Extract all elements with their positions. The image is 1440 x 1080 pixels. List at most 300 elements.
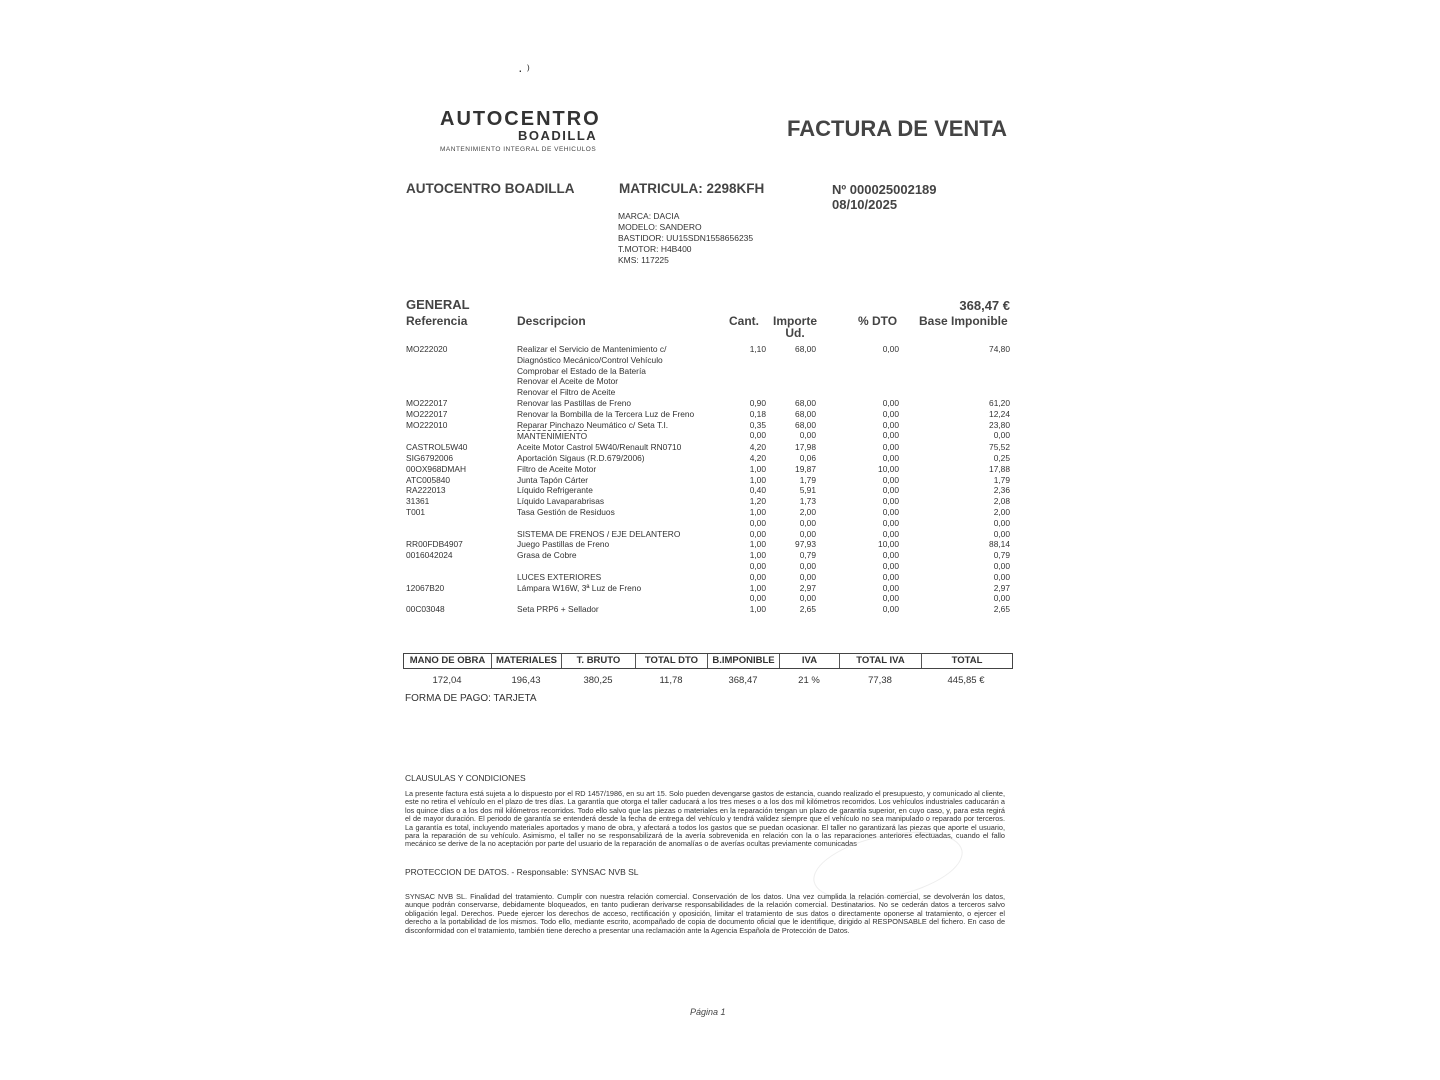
line-quantity	[729, 387, 766, 398]
line-description	[517, 604, 729, 615]
line-base-text: 1,79	[993, 474, 1010, 485]
line-unit-price	[766, 442, 816, 453]
line-quantity-text: 0,00	[749, 571, 766, 582]
line-quantity-text: 0,00	[749, 430, 766, 441]
line-unit-price	[766, 583, 816, 594]
line-unit-price-text: 97,93	[795, 539, 816, 550]
line-base-text: 12,24	[989, 408, 1010, 419]
line-discount	[816, 387, 899, 398]
table-row	[406, 442, 1010, 453]
line-base	[899, 561, 1010, 572]
line-discount-text: 0,00	[882, 550, 899, 561]
line-description	[517, 583, 729, 594]
line-reference	[406, 550, 517, 561]
table-row	[406, 387, 1010, 398]
totals-value: 368,47	[728, 675, 758, 686]
line-quantity-text: 1,00	[749, 582, 766, 593]
line-quantity	[729, 550, 766, 561]
table-row	[406, 572, 1010, 583]
invoice-lines-body	[406, 344, 1010, 615]
line-reference	[406, 529, 517, 540]
line-base	[899, 604, 1010, 615]
line-reference-text: RA222013	[406, 485, 446, 496]
line-unit-price	[766, 550, 816, 561]
line-discount	[816, 572, 899, 583]
line-unit-price-text: 0,00	[799, 517, 816, 528]
table-row	[406, 453, 1010, 464]
table-row	[406, 604, 1010, 615]
line-unit-price-text: 68,00	[795, 397, 816, 408]
line-quantity	[729, 376, 766, 387]
line-base	[899, 453, 1010, 464]
line-reference	[406, 376, 517, 387]
totals-header: TOTAL IVA	[840, 654, 922, 668]
line-unit-price-text: 17,98	[795, 442, 816, 453]
table-row	[406, 366, 1010, 377]
line-reference	[406, 593, 517, 604]
line-base-text: 88,14	[989, 539, 1010, 550]
vehicle-engine: T.MOTOR: H4B400	[618, 244, 692, 254]
totals-value: 445,85 €	[947, 675, 985, 686]
invoice-lines-table	[406, 344, 1010, 615]
line-reference-text: MO222020	[406, 344, 448, 354]
line-description-text: Grasa de Cobre	[517, 550, 577, 561]
line-description-text: Renovar las Pastillas de Freno	[517, 397, 632, 408]
line-reference	[406, 572, 517, 583]
line-discount	[816, 366, 899, 377]
table-row	[406, 464, 1010, 475]
line-quantity-text: 4,20	[749, 452, 766, 463]
line-discount	[816, 376, 899, 387]
line-unit-price-text: 0,00	[799, 593, 816, 604]
line-description	[517, 398, 729, 409]
line-description	[517, 561, 729, 572]
line-discount-text: 0,00	[882, 506, 899, 517]
line-description-text: Junta Tapón Cárter	[517, 474, 589, 485]
line-discount	[816, 475, 899, 486]
line-quantity-text: 0,35	[749, 419, 766, 430]
line-discount	[816, 507, 899, 518]
line-quantity	[729, 409, 766, 420]
table-row	[406, 507, 1010, 518]
line-unit-price	[766, 387, 816, 398]
line-unit-price	[766, 366, 816, 377]
line-discount	[816, 593, 899, 604]
line-discount-text: 0,00	[882, 485, 899, 496]
line-reference	[406, 387, 517, 398]
line-discount	[816, 464, 899, 475]
line-unit-price-text: 5,91	[799, 485, 816, 496]
page-number: Página 1	[690, 1007, 726, 1017]
line-discount	[816, 529, 899, 540]
line-discount	[816, 344, 899, 355]
line-reference-text: CASTROL5W40	[406, 442, 468, 453]
line-quantity-text: 0,00	[749, 593, 766, 604]
table-row	[406, 398, 1010, 409]
line-discount-text: 0,00	[882, 408, 899, 419]
line-quantity	[729, 583, 766, 594]
line-unit-price-text: 68,00	[795, 419, 816, 430]
line-unit-price	[766, 475, 816, 486]
table-row	[406, 593, 1010, 604]
line-base-text: 74,80	[989, 344, 1010, 354]
line-unit-price	[766, 420, 816, 431]
line-discount	[816, 442, 899, 453]
line-description	[517, 475, 729, 486]
line-reference-text: MO222010	[406, 419, 448, 430]
line-discount	[816, 398, 899, 409]
line-unit-price	[766, 507, 816, 518]
line-reference	[406, 561, 517, 572]
line-base	[899, 442, 1010, 453]
line-description	[517, 529, 729, 540]
line-reference-text: T001	[406, 506, 426, 517]
column-header-referencia: Referencia	[406, 314, 468, 328]
line-base-text: 0,79	[993, 550, 1010, 561]
totals-header: B.IMPONIBLE	[708, 654, 780, 668]
line-base	[899, 518, 1010, 529]
line-discount-text: 0,00	[882, 582, 899, 593]
vehicle-details	[618, 211, 753, 266]
line-base	[899, 539, 1010, 550]
line-reference	[406, 518, 517, 529]
totals-value: 21 %	[798, 675, 820, 686]
line-base	[899, 420, 1010, 431]
line-unit-price	[766, 409, 816, 420]
line-reference	[406, 604, 517, 615]
line-quantity	[729, 344, 766, 355]
line-description-text: Aceite Motor Castrol 5W40/Renault RN0710	[517, 442, 682, 453]
line-unit-price-text: 0,00	[799, 571, 816, 582]
line-description-text: LUCES EXTERIORES	[517, 571, 602, 582]
line-unit-price-text: 0,00	[799, 528, 816, 539]
line-base-text: 0,00	[993, 560, 1010, 571]
data-protection-text: SYNSAC NVB SL. Finalidad del tratamiento. Cumplir con nuestra relación comercial. Conservación de los datos. Una vez cumplida la relación comercial, se devolverán los datos, aunque podrán conservarse, debidamente bloqueados, en tanto pudieran derivarse responsabilidades de la relación comercial. Destinatarios. No se cederán datos a terceros salvo obligación legal. Derechos. Puede ejercer los derechos de acceso, rectificación y oposición, limitar el tratamiento de sus datos o directamente oponerse al tratamiento, o ejercer el derecho a la portabilidad de los mismos. Todo ello, mediante escrito, acompañado de copia de documento oficial que le identifique, dirigido al RESPONSABLE del fichero. En caso de disconformidad con el tratamiento, también tiene derecho a presentar una reclamación ante la Agencia Española de Protección de Datos.	[405, 892, 1005, 935]
line-discount	[816, 583, 899, 594]
document-title: FACTURA DE VENTA	[787, 116, 1007, 141]
totals-values-row	[403, 675, 1011, 686]
line-unit-price-text: 1,73	[799, 496, 816, 507]
line-reference	[406, 539, 517, 550]
line-discount-text: 0,00	[882, 397, 899, 408]
line-base	[899, 485, 1010, 496]
vehicle-kms: KMS: 117225	[618, 255, 669, 265]
line-base	[899, 507, 1010, 518]
line-base	[899, 550, 1010, 561]
line-discount	[816, 496, 899, 507]
line-description	[517, 344, 729, 355]
line-description-text: Líquido Refrigerante	[517, 485, 593, 496]
line-reference-text: 12067B20	[406, 582, 445, 593]
line-description	[517, 442, 729, 453]
line-description	[517, 496, 729, 507]
line-base-text: 0,00	[993, 571, 1010, 582]
line-quantity	[729, 518, 766, 529]
line-base	[899, 398, 1010, 409]
table-row	[406, 344, 1010, 355]
line-base	[899, 430, 1010, 442]
line-description-text: Realizar el Servicio de Mantenimiento c/	[517, 344, 667, 354]
line-base-text: 75,52	[989, 442, 1010, 453]
line-discount-text: 0,00	[882, 593, 899, 604]
line-quantity	[729, 442, 766, 453]
line-base	[899, 572, 1010, 583]
line-reference	[406, 355, 517, 366]
line-base	[899, 583, 1010, 594]
line-description-text: Comprobar el Estado de la Batería	[517, 365, 646, 376]
line-reference-text: ATC005840	[406, 474, 451, 485]
line-unit-price	[766, 604, 816, 615]
line-discount	[816, 409, 899, 420]
totals-value: 380,25	[583, 675, 613, 686]
line-discount	[816, 355, 899, 366]
line-unit-price	[766, 593, 816, 604]
line-quantity	[729, 453, 766, 464]
line-quantity	[729, 366, 766, 377]
line-discount	[816, 420, 899, 431]
line-unit-price-text: 1,79	[799, 474, 816, 485]
line-discount-text: 0,00	[882, 571, 899, 582]
line-quantity	[729, 475, 766, 486]
line-quantity-text: 0,00	[749, 560, 766, 571]
table-row	[406, 376, 1010, 387]
line-description	[517, 409, 729, 420]
column-header-importe	[770, 315, 820, 339]
line-description-text: Tasa Gestión de Residuos	[517, 506, 615, 517]
totals-value: 77,38	[868, 675, 892, 686]
line-quantity	[729, 398, 766, 409]
line-base-text: 61,20	[989, 397, 1010, 408]
line-unit-price-text: 68,00	[795, 344, 816, 354]
totals-header-row	[403, 653, 1013, 669]
line-base	[899, 464, 1010, 475]
line-unit-price-text: 68,00	[795, 408, 816, 419]
line-description	[517, 507, 729, 518]
table-row	[406, 550, 1010, 561]
line-quantity-text: 1,00	[749, 474, 766, 485]
line-discount-text: 0,00	[882, 442, 899, 453]
column-header-base: Base Imponible	[919, 314, 1008, 328]
table-row	[406, 475, 1010, 486]
line-quantity	[729, 539, 766, 550]
line-quantity	[729, 464, 766, 475]
line-base-text: 2,36	[993, 485, 1010, 496]
line-reference-text: SIG6792006	[406, 452, 454, 463]
line-discount-text: 0,00	[882, 528, 899, 539]
line-description-text: MANTENIMIENTO	[517, 431, 588, 442]
line-base-text: 2,08	[993, 496, 1010, 507]
line-discount	[816, 550, 899, 561]
company-name: AUTOCENTRO BOADILLA	[406, 181, 575, 196]
license-plate: MATRICULA: 2298KFH	[619, 181, 765, 196]
line-base-text: 0,00	[993, 430, 1010, 441]
line-description-text: Filtro de Aceite Motor	[517, 463, 597, 474]
totals-header: TOTAL	[951, 655, 983, 666]
line-reference-text: 00OX968DMAH	[406, 463, 467, 474]
line-unit-price-text: 0,00	[799, 560, 816, 571]
column-header-descripcion: Descripcion	[517, 314, 586, 328]
line-unit-price-text: 2,00	[799, 506, 816, 517]
table-row	[406, 518, 1010, 529]
line-description-text: Renovar el Filtro de Aceite	[517, 387, 616, 398]
line-reference-text: 00C03048	[406, 604, 445, 615]
line-quantity-text: 1,00	[749, 550, 766, 561]
line-quantity-text: 1,00	[749, 463, 766, 474]
line-quantity-text: 0,90	[749, 397, 766, 408]
line-base-text: 23,80	[989, 419, 1010, 430]
line-unit-price	[766, 453, 816, 464]
line-base-text: 2,65	[993, 604, 1010, 615]
line-unit-price	[766, 376, 816, 387]
company-logo	[440, 108, 640, 153]
line-discount	[816, 604, 899, 615]
line-reference	[406, 442, 517, 453]
line-description-text: Líquido Lavaparabrisas	[517, 496, 605, 507]
line-discount-text: 0,00	[882, 452, 899, 463]
line-base-text: 0,00	[993, 517, 1010, 528]
line-quantity-text: 0,18	[749, 408, 766, 419]
line-discount-text: 0,00	[882, 560, 899, 571]
line-discount-text: 0,00	[882, 344, 899, 354]
table-row	[406, 561, 1010, 572]
line-quantity	[729, 355, 766, 366]
line-discount-text: 0,00	[882, 604, 899, 615]
logo-tagline: MANTENIMIENTO INTEGRAL DE VEHICULOS	[440, 146, 597, 153]
line-quantity-text: 1,10	[749, 344, 766, 354]
line-reference	[406, 485, 517, 496]
line-discount	[816, 485, 899, 496]
line-discount	[816, 453, 899, 464]
section-total: 368,47 €	[959, 298, 1010, 313]
line-description-text: Seta PRP6 + Sellador	[517, 604, 599, 615]
table-row	[406, 430, 1010, 442]
totals-header: TOTAL DTO	[636, 654, 708, 668]
line-reference-text: MO222017	[406, 408, 448, 419]
column-header-cant: Cant.	[729, 314, 759, 328]
line-unit-price	[766, 464, 816, 475]
line-unit-price-text: 2,97	[799, 582, 816, 593]
line-reference	[406, 453, 517, 464]
totals-value: 172,04	[432, 675, 462, 686]
line-description-text: Renovar el Aceite de Motor	[517, 376, 619, 387]
line-base-text: 0,25	[993, 452, 1010, 463]
line-description	[517, 387, 729, 398]
line-quantity	[729, 507, 766, 518]
line-base	[899, 529, 1010, 540]
data-protection-title: PROTECCION DE DATOS. - Responsable: SYNSAC NVB SL	[405, 867, 639, 877]
line-discount-text: 10,00	[878, 463, 899, 474]
line-quantity	[729, 593, 766, 604]
line-reference	[406, 366, 517, 377]
line-base-text: 2,00	[993, 506, 1010, 517]
line-base-text: 17,88	[989, 463, 1010, 474]
line-reference	[406, 464, 517, 475]
line-description-text: Reparar Pinchazo Neumático c/ Seta T.I.	[517, 419, 669, 430]
line-discount-text: 0,00	[882, 419, 899, 430]
column-header-importe-line2: Ud.	[785, 326, 805, 340]
totals-header: MANO DE OBRA	[404, 654, 492, 668]
line-description-text: Juego Pastillas de Freno	[517, 539, 610, 550]
line-unit-price	[766, 398, 816, 409]
line-quantity-text: 0,40	[749, 485, 766, 496]
line-reference	[406, 507, 517, 518]
line-quantity	[729, 529, 766, 540]
table-row	[406, 496, 1010, 507]
line-quantity	[729, 485, 766, 496]
line-reference-text: 0016042024	[406, 550, 453, 561]
line-base	[899, 475, 1010, 486]
line-unit-price	[766, 430, 816, 442]
line-discount-text: 0,00	[882, 517, 899, 528]
line-discount-text: 0,00	[882, 430, 899, 441]
line-base-text: 0,00	[993, 528, 1010, 539]
table-row	[406, 485, 1010, 496]
line-description	[517, 539, 729, 550]
line-reference-text: RR00FDB4907	[406, 539, 463, 550]
table-row	[406, 355, 1010, 366]
totals-header: MATERIALES	[492, 654, 562, 668]
line-base	[899, 376, 1010, 387]
totals-header: IVA	[780, 654, 840, 668]
line-base	[899, 355, 1010, 366]
line-base	[899, 496, 1010, 507]
line-reference	[406, 398, 517, 409]
line-unit-price	[766, 539, 816, 550]
logo-sub-text: BOADILLA	[518, 128, 598, 143]
table-row	[406, 409, 1010, 420]
table-row	[406, 529, 1010, 540]
line-base-text: 0,00	[993, 593, 1010, 604]
line-reference	[406, 430, 517, 442]
line-unit-price	[766, 355, 816, 366]
line-unit-price-text: 19,87	[795, 463, 816, 474]
line-unit-price	[766, 561, 816, 572]
vehicle-brand: MARCA: DACIA	[618, 211, 680, 221]
line-unit-price	[766, 572, 816, 583]
line-quantity-text: 1,20	[749, 496, 766, 507]
line-quantity	[729, 420, 766, 431]
line-unit-price-text: 0,00	[799, 430, 816, 441]
line-description	[517, 550, 729, 561]
section-title: GENERAL	[406, 297, 470, 312]
column-header-dto: % DTO	[858, 314, 898, 328]
line-description	[517, 366, 729, 377]
totals-value: 11,78	[659, 675, 683, 686]
line-description-text: Aportación Sigaus (R.D.679/2006)	[517, 452, 645, 463]
line-unit-price-text: 2,65	[799, 604, 816, 615]
line-quantity-text: 1,00	[749, 604, 766, 615]
logo-main-text: AUTOCENTRO	[440, 108, 601, 130]
line-discount	[816, 518, 899, 529]
line-base-text: 2,97	[993, 582, 1010, 593]
vehicle-model: MODELO: SANDERO	[618, 222, 702, 232]
line-discount	[816, 561, 899, 572]
line-reference-text: 31361	[406, 496, 430, 507]
line-discount-text: 0,00	[882, 474, 899, 485]
line-description-text: SISTEMA DE FRENOS / EJE DELANTERO	[517, 528, 681, 539]
line-base	[899, 387, 1010, 398]
line-description	[517, 420, 729, 431]
invoice-info	[832, 182, 937, 212]
invoice-number: Nº 000025002189	[832, 182, 937, 197]
line-quantity-text: 4,20	[749, 442, 766, 453]
line-unit-price-text: 0,06	[799, 452, 816, 463]
clauses-title: CLAUSULAS Y CONDICIONES	[405, 773, 526, 783]
line-reference	[406, 475, 517, 486]
totals-value: 196,43	[511, 675, 541, 686]
vehicle-chassis: BASTIDOR: UU15SDN1558656235	[618, 233, 754, 243]
table-row	[406, 583, 1010, 594]
